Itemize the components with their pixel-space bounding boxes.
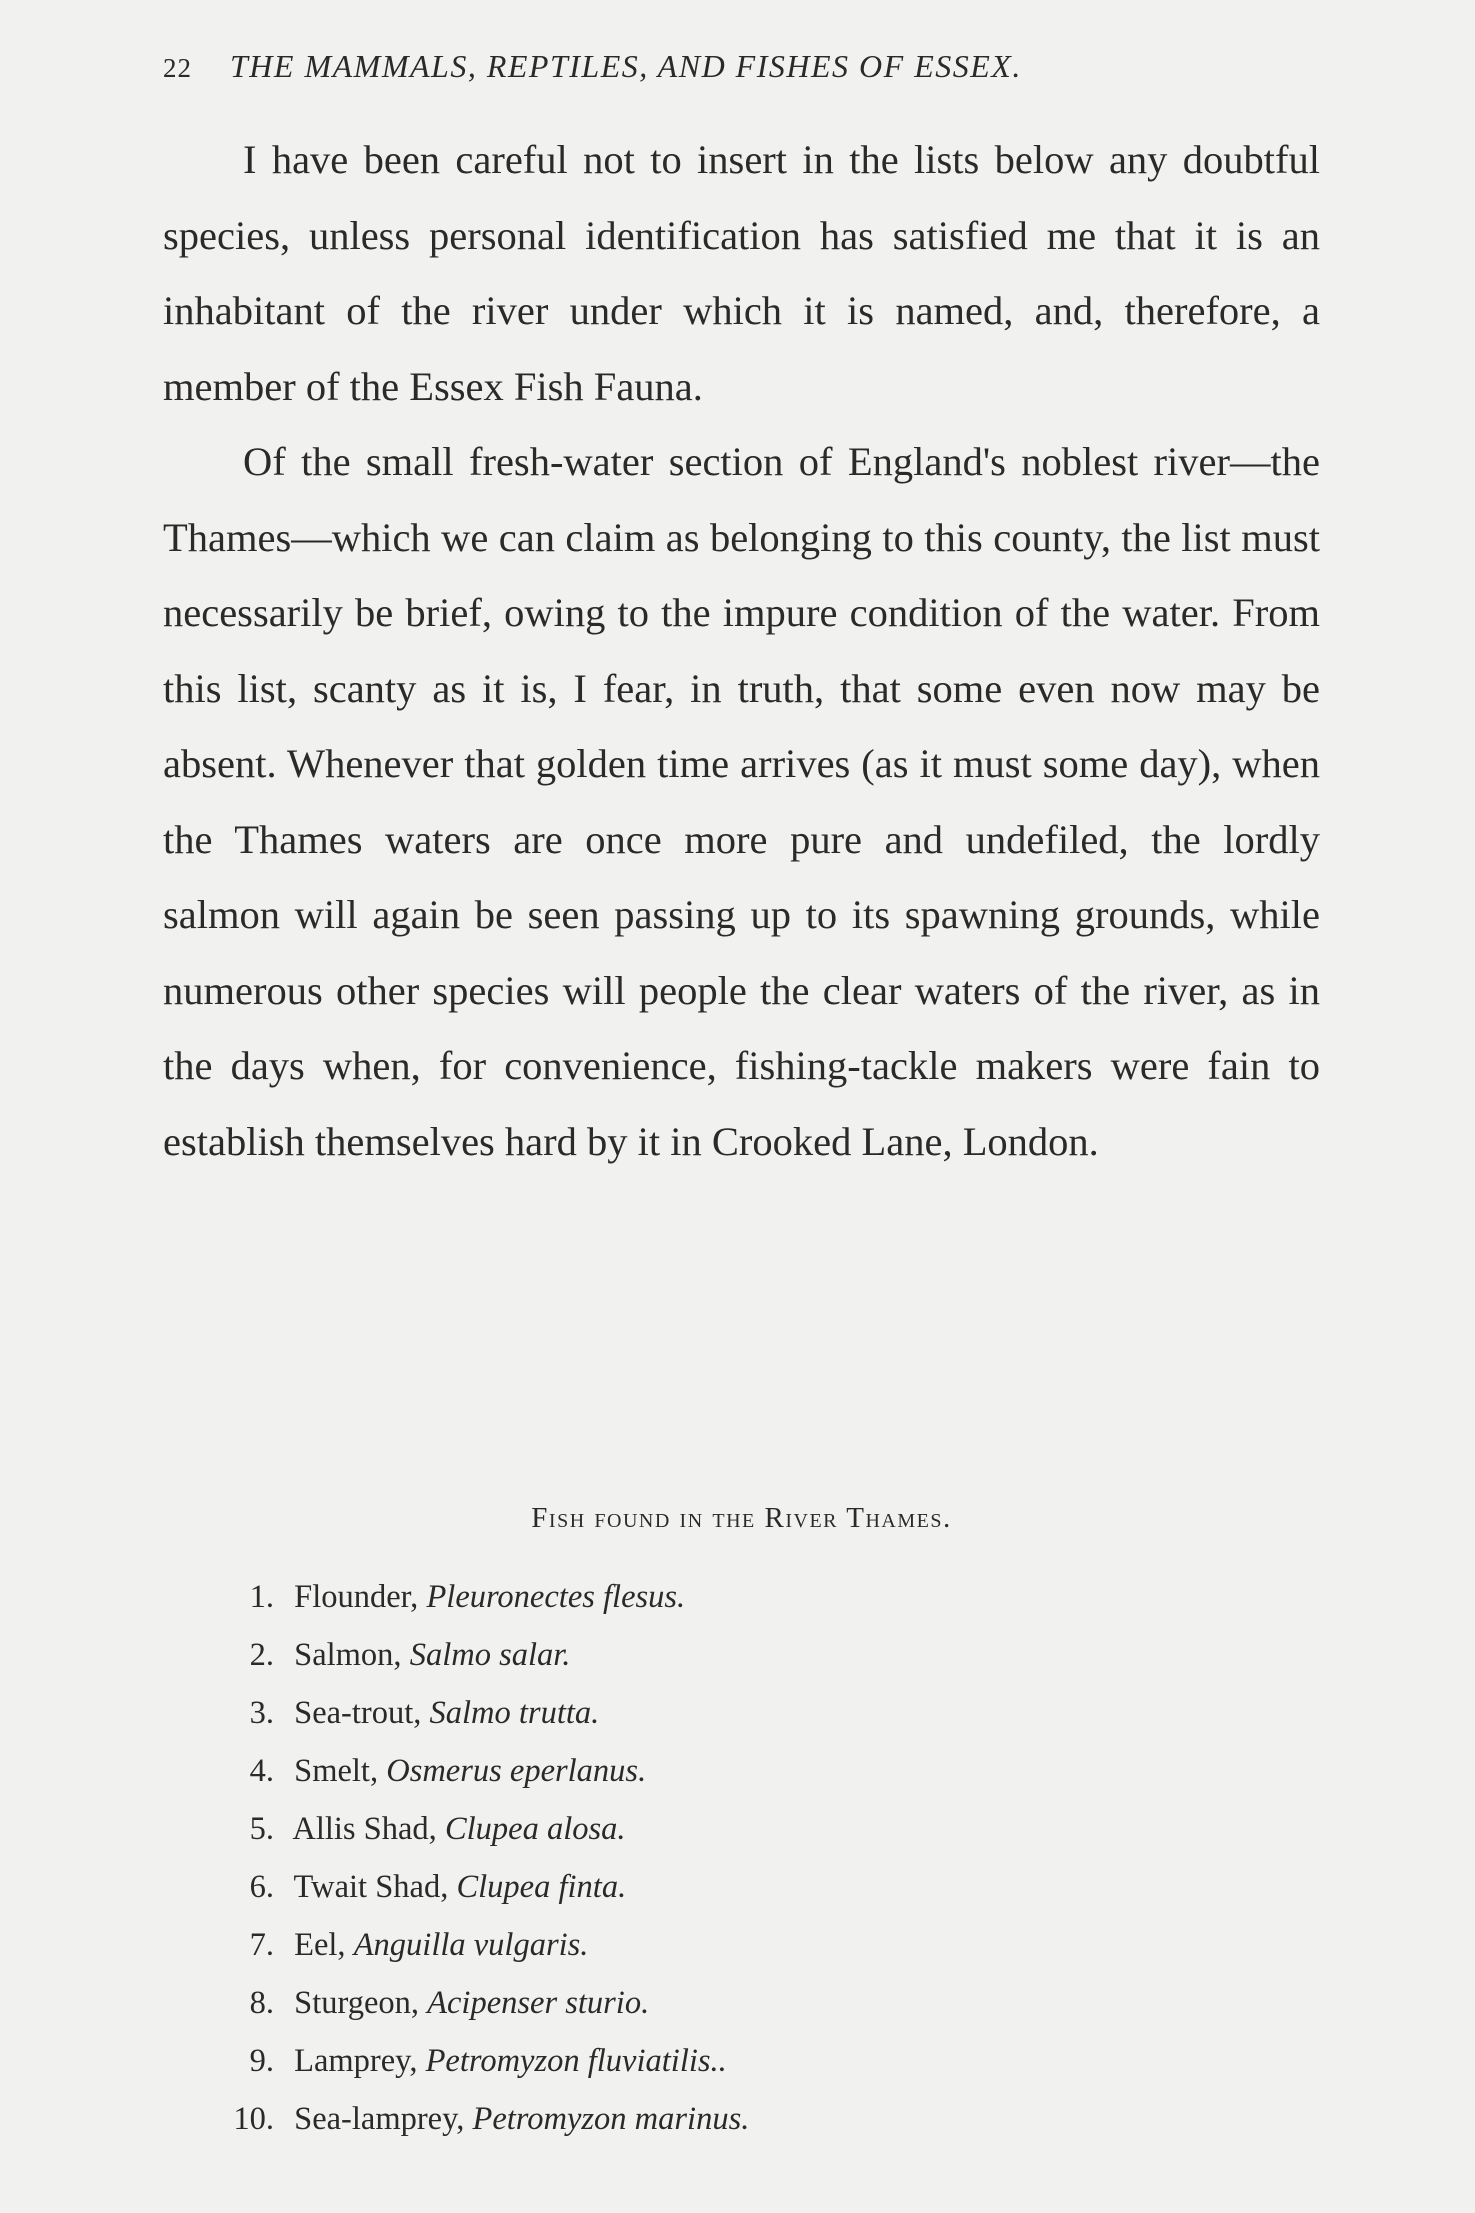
latin-name: Salmo trutta. (429, 1695, 600, 1731)
list-item (200, 2090, 1100, 2148)
paragraph-1: I have been careful not to insert in the lists below any doubtful species, unless personal identification has satisfied me that it is an inhabitant of the river under which it is named, and, therefore, a member of the Essex Fish Fauna. (163, 137, 1320, 409)
common-name: Flounder, (294, 1579, 419, 1615)
item-number: 7. (249, 1927, 274, 1963)
latin-name: Pleuronectes flesus. (426, 1579, 686, 1615)
common-name: Twait Shad, (293, 1869, 449, 1905)
list-item (200, 1626, 1100, 1684)
common-name: Smelt, (294, 1753, 379, 1789)
item-number: 6. (249, 1869, 274, 1905)
item-number: 5. (249, 1811, 274, 1847)
list-item (200, 1800, 1100, 1858)
paragraph-2: Of the small fresh-water section of England's noblest river—the Thames—which we can claim as belonging to this county, the list must necessarily be brief, owing to the impure condition of the water. From this list, scanty as it is, I fear, in truth, that some even now may be absent. Whenever that golden time arrives (as it must some day), when the Thames waters are once more pure and undefiled, the lordly salmon will again be seen passing up to its spawning grounds, while numerous other species will people the clear waters of the river, as in the days when, for convenience, fishing-tackle makers were fain to establish themselves hard by it in Crooked Lane, London. (163, 439, 1320, 1164)
body-text (163, 122, 1320, 1179)
latin-name: Petromyzon marinus. (472, 2101, 750, 2137)
item-number: 1. (249, 1579, 274, 1615)
list-item (200, 1858, 1100, 1916)
latin-name: Salmo salar. (409, 1637, 571, 1673)
item-number: 10. (233, 2101, 274, 2137)
item-number: 4. (249, 1753, 274, 1789)
list-item (200, 1916, 1100, 1974)
common-name: Sea-lamprey, (294, 2101, 465, 2137)
running-head (163, 46, 1243, 86)
latin-name: Osmerus eperlanus. (386, 1753, 647, 1789)
list-item (200, 1974, 1100, 2032)
fish-list (200, 1568, 1100, 2148)
common-name: Sea-trout, (294, 1695, 422, 1731)
common-name: Eel, (294, 1927, 346, 1963)
common-name: Allis Shad, (292, 1811, 437, 1847)
latin-name: Acipenser sturio. (427, 1985, 650, 2021)
common-name: Lamprey, (294, 2043, 418, 2079)
common-name: Salmon, (294, 1637, 402, 1673)
common-name: Sturgeon, (294, 1985, 420, 2021)
list-item (200, 1684, 1100, 1742)
item-number: 2. (249, 1637, 274, 1673)
item-number: 8. (249, 1985, 274, 2021)
latin-name: Petromyzon fluviatilis.. (425, 2043, 727, 2079)
latin-name: Anguilla vulgaris. (353, 1927, 589, 1963)
fish-list-heading: Fish found in the River Thames. (531, 1502, 952, 1534)
item-number: 9. (249, 2043, 274, 2079)
list-item (200, 2032, 1100, 2090)
running-title: THE MAMMALS, REPTILES, AND FISHES OF ESSEX. (230, 48, 1022, 84)
item-number: 3. (249, 1695, 274, 1731)
latin-name: Clupea alosa. (444, 1811, 626, 1847)
page-number: 22 (163, 53, 192, 83)
latin-name: Clupea finta. (456, 1869, 627, 1905)
list-item (200, 1742, 1100, 1800)
list-item (200, 1568, 1100, 1626)
